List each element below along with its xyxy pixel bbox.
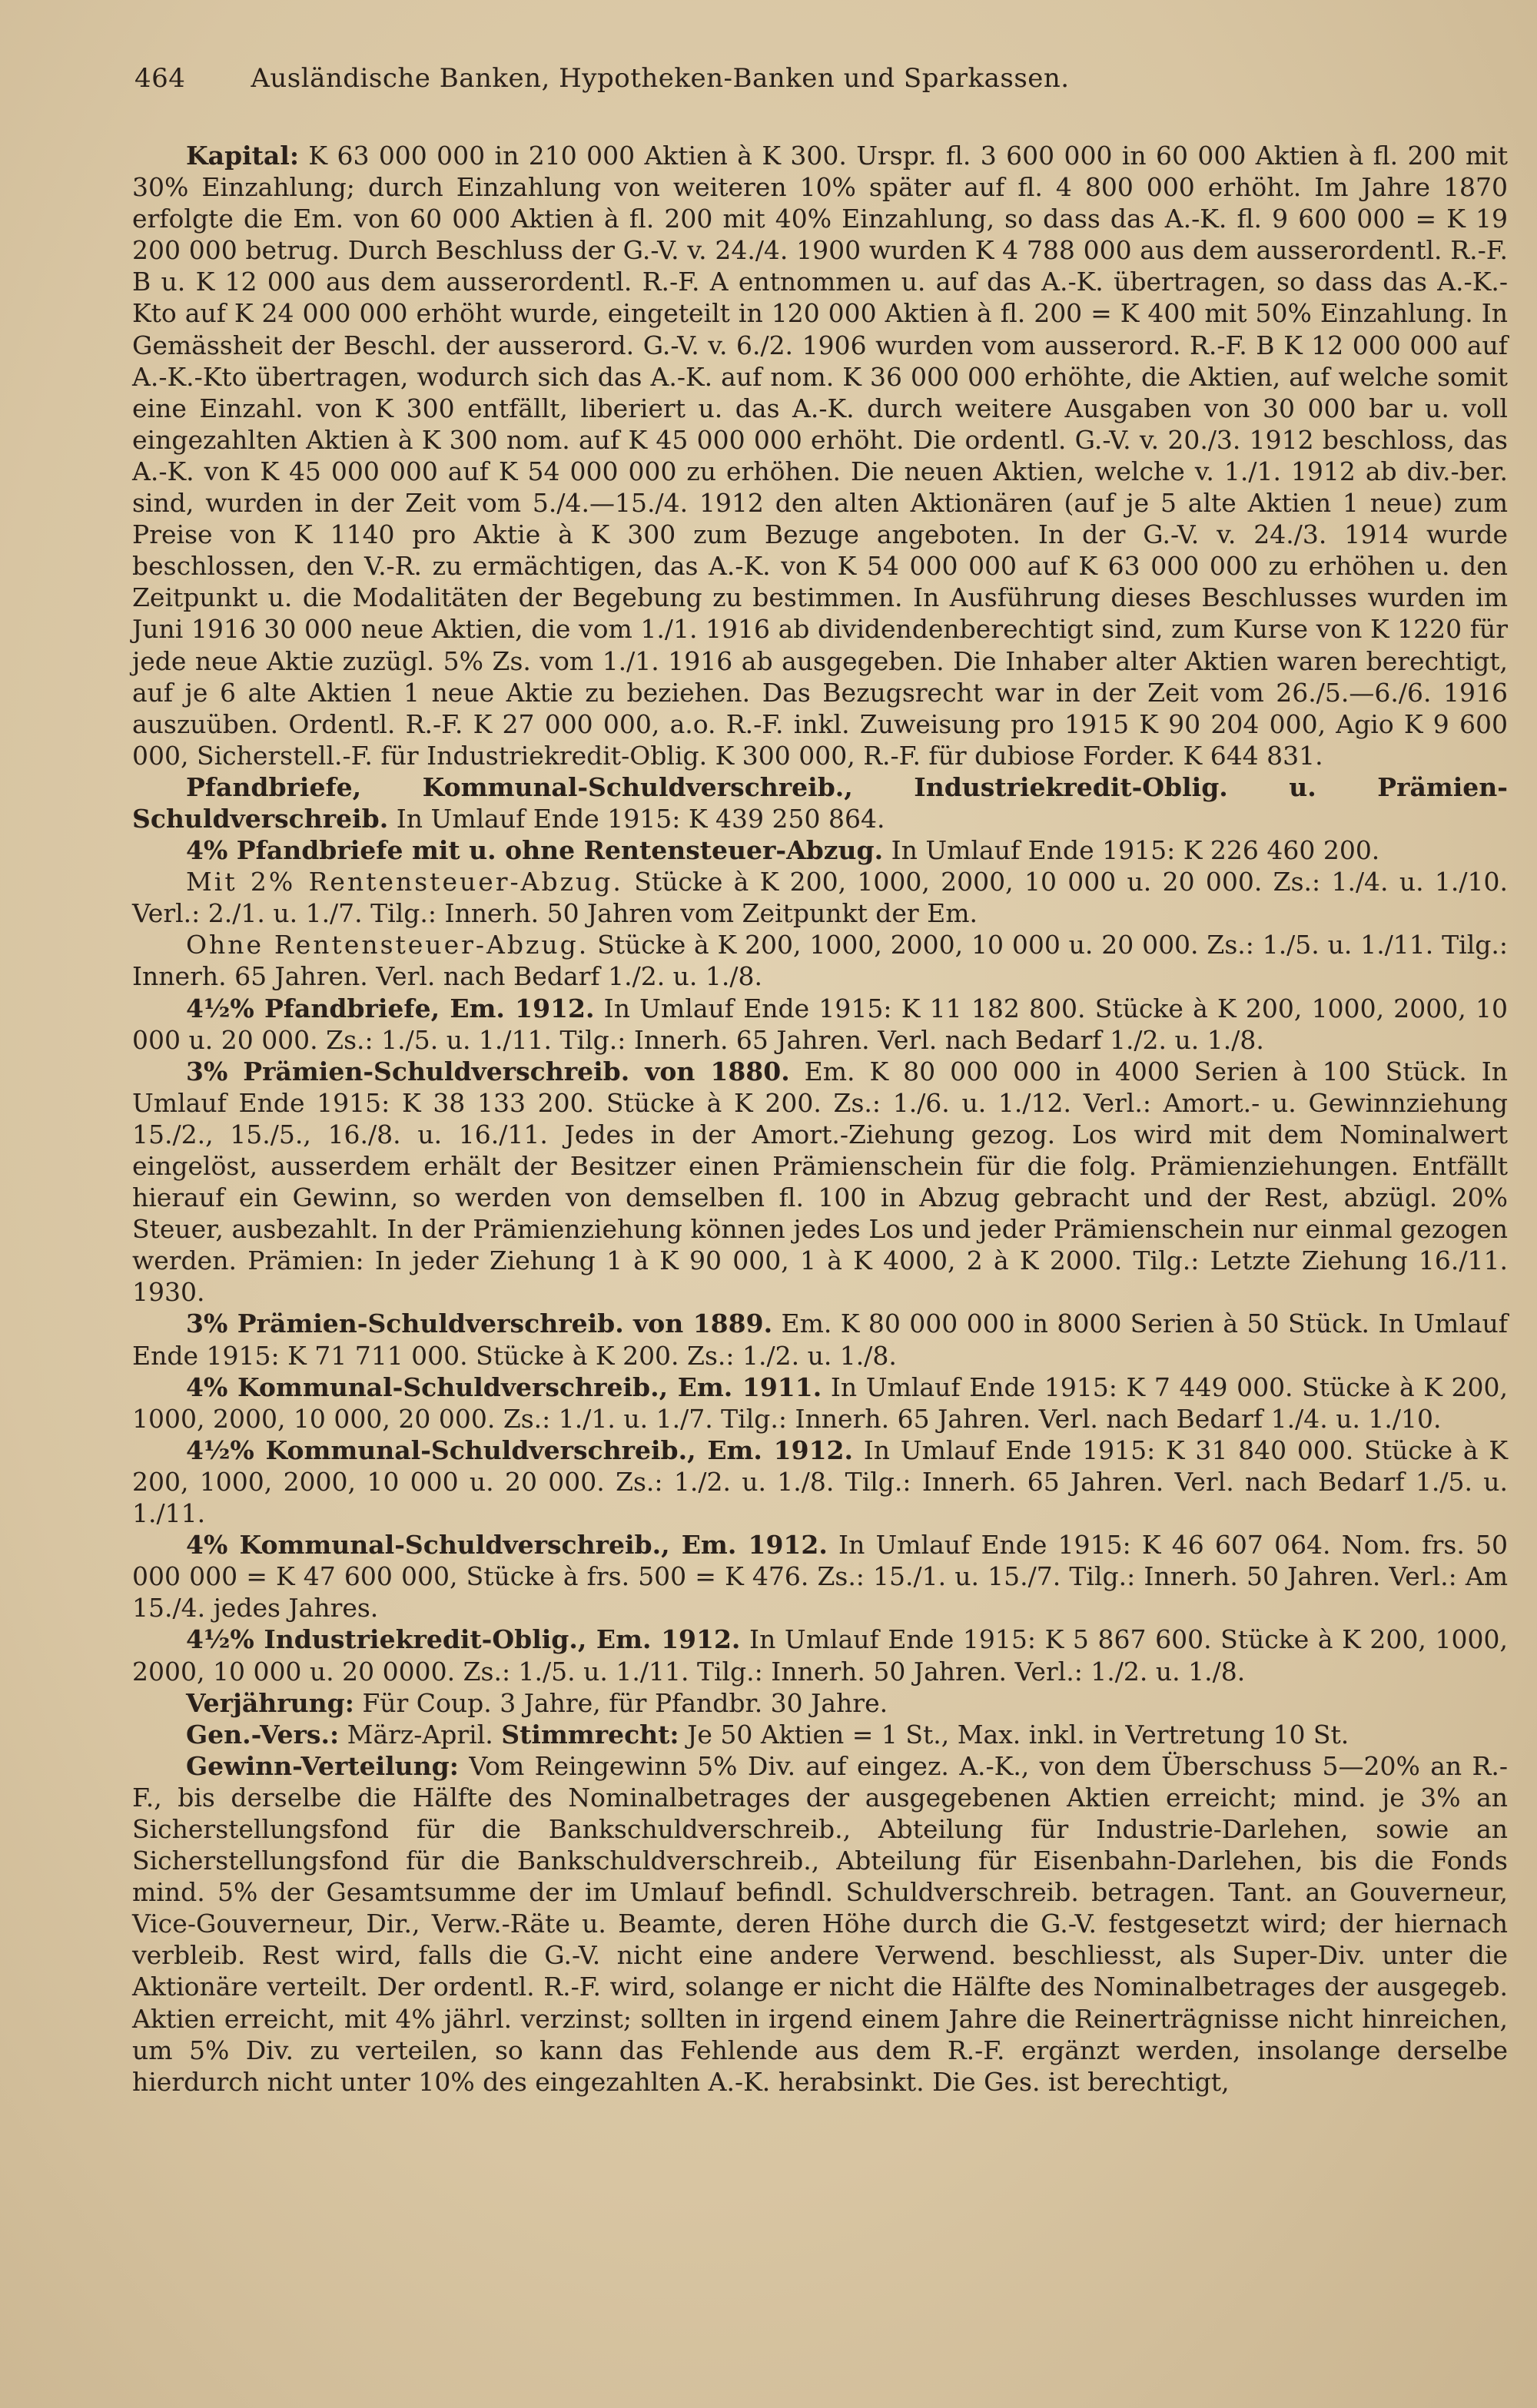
verjaehrung-label: Verjährung: <box>186 1687 354 1718</box>
genvers-text: März-April. <box>339 1719 502 1750</box>
genvers-label: Gen.-Vers.: <box>186 1719 340 1750</box>
page-content <box>132 140 1508 2098</box>
genvers-paragraph <box>132 1719 1508 1750</box>
pfandbriefe-intro-paragraph <box>132 771 1508 834</box>
ohne-rentensteuer-paragraph <box>132 929 1508 992</box>
kommunal-1912-a-text: In Umlauf Ende 1915: K 31 840 000. Stücke à K 200, 1000, 2000, 10 000 u. 20 000. Zs.: 1./2. u. 1./8. Tilg.: Innerh. 65 Jahren. Verl. nach Bedarf 1./5. u. 1./11. <box>132 1435 1508 1529</box>
gewinn-verteilung-paragraph <box>132 1750 1508 2098</box>
industriekredit-heading: 4½% Industriekredit-Oblig., Em. 1912. <box>186 1624 741 1655</box>
stimmrecht-text: Je 50 Aktien = 1 St., Max. inkl. in Vertretung 10 St. <box>679 1719 1349 1750</box>
gewinn-verteilung-label: Gewinn-Verteilung: <box>186 1750 459 1781</box>
pfandbriefe-1912-text: In Umlauf Ende 1915: K 11 182 800. Stücke à K 200, 1000, 2000, 10 000 u. 20 000. Zs.: 1./5. u. 1./11. Tilg.: Innerh. 65 Jahren. Verl. nach Bedarf 1./2. u. 1./8. <box>132 993 1508 1055</box>
gewinn-verteilung-text: Vom Reingewinn 5% Div. auf eingez. A.-K., von dem Überschuss 5—20% an R.-F., bis derselbe die Hälfte des Nominalbetrages der ausgegebenen Aktien erreicht; mind. je 3% an Sicherstellungsfond für die Bankschuldverschreib., Abteilung für Industrie-Darlehen, sowie an Sicherstellungsfond für die Bankschuldverschreib., Abteilung für Eisenbahn-Darlehen, bis die Fonds mind. 5% der Gesamtsumme der im Umlauf befindl. Schuldverschreib. betragen. Tant. an Gouverneur, Vice-Gouverneur, Dir., Verw.-Räte u. Beamte, deren Höhe durch die G.-V. festgesetzt wird; der hiernach verbleib. Rest wird, falls die G.-V. nicht eine andere Verwend. beschliesst, als Super-Div. unter die Aktionäre verteilt. Der ordentl. R.-F. wird, solange er nicht die Hälfte des Nominalbetrages der ausgegeb. Aktien erreicht, mit 4% jährl. verzinst; sollten in irgend einem Jahre die Reinerträgnisse nicht hinreichen, um 5% Div. zu verteilen, so kann das Fehlende aus dem R.-F. ergänzt werden, insolange derselbe hierdurch nicht unter 10% des eingezahlten A.-K. herabsinkt. Die Ges. ist berechtigt, <box>132 1750 1508 2097</box>
ohne-rentensteuer-text: Stücke à K 200, 1000, 2000, 10 000 u. 20 000. Zs.: 1./5. u. 1./11. Tilg.: Innerh. 65 Jahren. Verl. nach Bedarf 1./2. u. 1./8. <box>132 930 1508 992</box>
industriekredit-paragraph <box>132 1624 1508 1687</box>
stimmrecht-label: Stimmrecht: <box>501 1719 679 1750</box>
praemien-1889-heading: 3% Prämien-Schuldverschreib. von 1889. <box>186 1308 773 1339</box>
mit-rentensteuer-label: Mit 2% Rentensteuer-Abzug. <box>186 867 623 897</box>
praemien-1889-text: Em. K 80 000 000 in 8000 Serien à 50 Stück. In Umlauf Ende 1915: K 71 711 000. Stücke à K 200. Zs.: 1./2. u. 1./8. <box>132 1308 1508 1371</box>
mit-rentensteuer-paragraph <box>132 866 1508 929</box>
running-title: Ausländische Banken, Hypotheken-Banken und Sparkassen. <box>251 63 1070 94</box>
kapital-paragraph <box>132 140 1508 771</box>
kommunal-1911-heading: 4% Kommunal-Schuldverschreib., Em. 1911. <box>186 1371 822 1402</box>
page-number: 464 <box>134 63 186 94</box>
pfandbriefe-intro-text: In Umlauf Ende 1915: K 439 250 864. <box>388 803 885 834</box>
pfandbriefe-intro-heading: Pfandbriefe, Kommunal-Schuldverschreib., Industriekredit-Oblig. u. Prämien-Schuldverschreib. <box>132 771 1508 834</box>
praemien-1889-paragraph <box>132 1308 1508 1371</box>
pfandbriefe-1912-heading: 4½% Pfandbriefe, Em. 1912. <box>186 993 595 1023</box>
kapital-text: K 63 000 000 in 210 000 Aktien à K 300. Urspr. fl. 3 600 000 in 60 000 Aktien à fl. 200 mit 30% Einzahlung; durch Einzahlung von weiteren 10% später auf fl. 4 800 000 erhöht. Im Jahre 1870 erfolgte die Em. von 60 000 Aktien à fl. 200 mit 40% Einzahlung, so dass das A.-K. fl. 9 600 000 = K 19 200 000 betrug. Durch Beschluss der G.-V. v. 24./4. 1900 wurden K 4 788 000 aus dem ausserordentl. R.-F. B u. K 12 000 aus dem ausserordentl. R.-F. A entnommen u. auf das A.-K. übertragen, so dass das A.-K.-Kto auf K 24 000 000 erhöht wurde, eingeteilt in 120 000 Aktien à fl. 200 = K 400 mit 50% Einzahlung. In Gemässheit der Beschl. der ausserord. G.-V. v. 6./2. 1906 wurden vom ausserord. R.-F. B K 12 000 000 auf A.-K.-Kto übertragen, wodurch sich das A.-K. auf nom. K 36 000 000 erhöhte, die Aktien, auf welche somit eine Einzahl. von K 300 entfällt, liberiert u. das A.-K. durch weitere Ausgaben von 30 000 bar u. voll eingezahlten Aktien à K 300 nom. auf K 45 000 000 erhöht. Die ordentl. G.-V. v. 20./3. 1912 beschloss, das A.-K. von K 45 000 000 auf K 54 000 000 zu erhöhen. Die neuen Aktien, welche v. 1./1. 1912 ab div.-ber. sind, wurden in der Zeit vom 5./4.—15./4. 1912 den alten Aktionären (auf je 5 alte Aktien 1 neue) zum Preise von K 1140 pro Aktie à K 300 zum Bezuge angeboten. In der G.-V. v. 24./3. 1914 wurde beschlossen, den V.-R. zu ermächtigen, das A.-K. von K 54 000 000 auf K 63 000 000 zu erhöhen u. den Zeitpunkt u. die Modalitäten der Begebung zu bestimmen. In Ausführung dieses Beschlusses wurden im Juni 1916 30 000 neue Aktien, die vom 1./1. 1916 ab dividendenberechtigt sind, zum Kurse von K 1220 für jede neue Aktie zuzügl. 5% Zs. vom 1./1. 1916 ab ausgegeben. Die Inhaber alter Aktien waren berechtigt, auf je 6 alte Aktien 1 neue Aktie zu beziehen. Das Bezugsrecht war in der Zeit vom 26./5.—6./6. 1916 auszuüben. Ordentl. R.-F. K 27 000 000, a.o. R.-F. inkl. Zuweisung pro 1915 K 90 204 000, Agio K 9 600 000, Sicherstell.-F. für Industriekredit-Oblig. K 300 000, R.-F. für dubiose Forder. K 644 831. <box>132 141 1508 771</box>
kommunal-1912-b-heading: 4% Kommunal-Schuldverschreib., Em. 1912. <box>186 1530 828 1561</box>
pfandbriefe-4-heading: 4% Pfandbriefe mit u. ohne Rentensteuer-Abzug. <box>186 835 884 866</box>
pfandbriefe-4-paragraph <box>132 834 1508 866</box>
kommunal-1911-paragraph <box>132 1371 1508 1435</box>
kommunal-1912-a-heading: 4½% Kommunal-Schuldverschreib., Em. 1912. <box>186 1435 853 1465</box>
kommunal-1912-b-paragraph <box>132 1529 1508 1624</box>
industriekredit-text: In Umlauf Ende 1915: K 5 867 600. Stücke à K 200, 1000, 2000, 10 000 u. 20 0000. Zs.: 1./5. u. 1./11. Tilg.: Innerh. 50 Jahren. Verl.: 1./2. u. 1./8. <box>132 1624 1508 1687</box>
praemien-1880-paragraph <box>132 1056 1508 1308</box>
pfandbriefe-1912-paragraph <box>132 993 1508 1056</box>
mit-rentensteuer-text: Stücke à K 200, 1000, 2000, 10 000 u. 20 000. Zs.: 1./4. u. 1./10. Verl.: 2./1. u. 1./7. Tilg.: Innerh. 50 Jahren vom Zeitpunkt der Em. <box>132 867 1508 929</box>
praemien-1880-text: Em. K 80 000 000 in 4000 Serien à 100 Stück. In Umlauf Ende 1915: K 38 133 200. Stücke à K 200. Zs.: 1./6. u. 1./12. Verl.: Amort.- u. Gewinnziehung 15./2., 15./5., 16./8. u. 16./11. Jedes in der Amort.-Ziehung gezog. Los wird mit dem Nominalwert eingelöst, ausserdem erhält der Besitzer einen Prämienschein für die folg. Prämienziehungen. Entfällt hierauf ein Gewinn, so werden von demselben fl. 100 in Abzug gebracht und der Rest, abzügl. 20% Steuer, ausbezahlt. In der Prämienziehung können jedes Los und jeder Prämienschein nur einmal gezogen werden. Prämien: In jeder Ziehung 1 à K 90 000, 1 à K 4000, 2 à K 2000. Tilg.: Letzte Ziehung 16./11. 1930. <box>132 1056 1508 1308</box>
pfandbriefe-4-text: In Umlauf Ende 1915: K 226 460 200. <box>883 835 1380 866</box>
verjaehrung-text: Für Coup. 3 Jahre, für Pfandbr. 30 Jahre. <box>354 1687 888 1718</box>
page-header <box>134 63 1502 94</box>
verjaehrung-paragraph <box>132 1687 1508 1719</box>
kommunal-1911-text: In Umlauf Ende 1915: K 7 449 000. Stücke à K 200, 1000, 2000, 10 000, 20 000. Zs.: 1./1. u. 1./7. Tilg.: Innerh. 65 Jahren. Verl. nach Bedarf 1./4. u. 1./10. <box>132 1371 1509 1434</box>
kommunal-1912-b-text: In Umlauf Ende 1915: K 46 607 064. Nom. frs. 50 000 000 = K 47 600 000, Stücke à frs. 500 = K 476. Zs.: 15./1. u. 15./7. Tilg.: Innerh. 50 Jahren. Verl.: Am 15./4. jedes Jahres. <box>132 1530 1508 1624</box>
ohne-rentensteuer-label: Ohne Rentensteuer-Abzug. <box>186 930 589 960</box>
kommunal-1912-a-paragraph <box>132 1435 1508 1529</box>
praemien-1880-heading: 3% Prämien-Schuldverschreib. von 1880. <box>186 1056 790 1086</box>
kapital-label: Kapital: <box>186 141 300 171</box>
